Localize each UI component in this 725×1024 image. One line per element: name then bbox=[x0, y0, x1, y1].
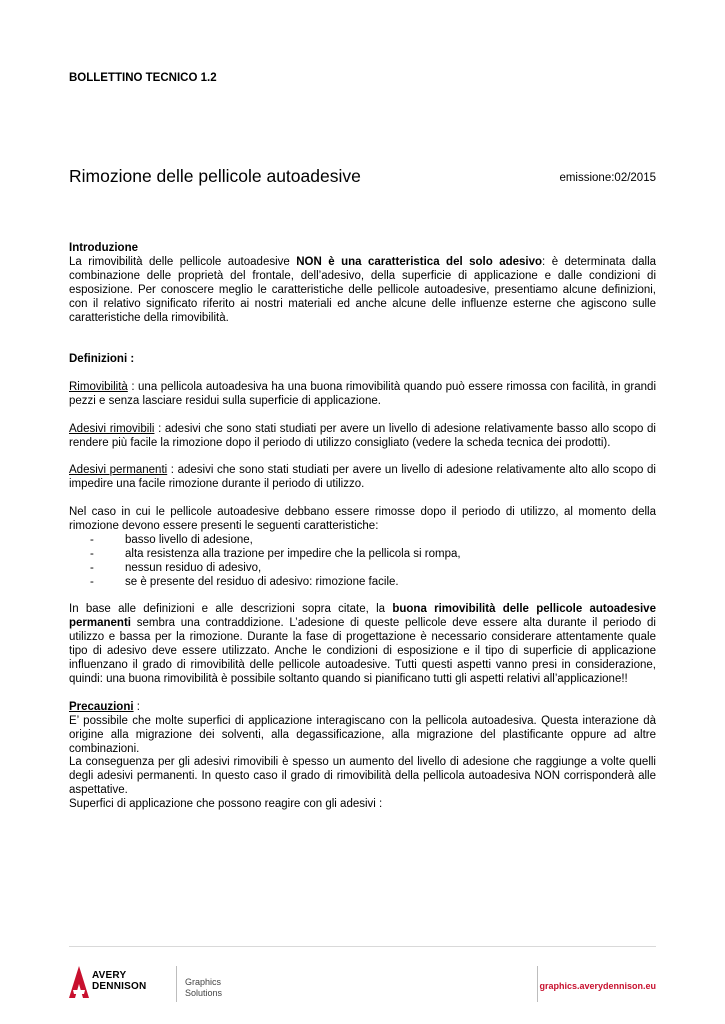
division-line-1: Graphics bbox=[185, 977, 222, 987]
precautions-paragraph-1: E’ possibile che molte superfici di applicazione interagiscano con la pellicola autoadesiva. Questa interazione dà origine alla migrazione dei solventi, alla degassificazione, alla migrazione del plastificante oppure ad altre combinazioni. bbox=[69, 714, 656, 755]
page-title: Rimozione delle pellicole autoadesive bbox=[69, 166, 361, 186]
removal-intro: Nel caso in cui le pellicole autoadesive debbano essere rimosse dopo il periodo di utilizzo, al momento della rimozione devono essere presenti le seguenti caratteristiche: bbox=[69, 506, 656, 533]
emission-date: emissione:02/2015 bbox=[559, 172, 656, 184]
definition-text: : adesivi che sono stati studiati per avere un livello di adesione relativamente alto allo scopo di impedire una facile rimozione durante il periodo di utilizzo. bbox=[69, 464, 656, 491]
list-item-text: nessun residuo di adesivo, bbox=[125, 561, 262, 574]
division-line-2: Solutions bbox=[185, 988, 223, 998]
footer-separator bbox=[537, 966, 538, 1002]
definition-adesivi-permanenti bbox=[69, 464, 656, 492]
brand-line-2: DENNISON bbox=[92, 981, 147, 992]
list-item-text: alta resistenza alla trazione per impedire che la pellicola si rompa, bbox=[125, 547, 461, 560]
website-link[interactable]: graphics.averydennison.eu bbox=[539, 981, 656, 991]
intro-paragraph bbox=[69, 256, 656, 326]
list-item bbox=[69, 576, 656, 590]
list-item bbox=[69, 562, 656, 576]
dash-bullet: - bbox=[90, 575, 94, 588]
list-item bbox=[69, 534, 656, 548]
precautions-paragraph-3: Superfici di applicazione che possono reagire con gli adesivi : bbox=[69, 798, 383, 811]
brand-name bbox=[92, 970, 146, 992]
precautions-heading bbox=[69, 701, 656, 715]
intro-text-bold: NON è una caratteristica del solo adesivo bbox=[296, 255, 543, 268]
avery-dennison-logo-icon bbox=[69, 966, 89, 1003]
definition-term: Rimovibilità bbox=[69, 381, 128, 394]
definition-adesivi-rimovibili bbox=[69, 423, 656, 451]
analysis-text-bold: buona rimovibilità delle pellicole autoadesive permanenti bbox=[69, 603, 656, 630]
intro-text-b: : è determinata dalla combinazione delle proprietà del frontale, dell’adesivo, della superficie di applicazione e dalle condizioni di esposizione. Per conoscere meglio le caratteristiche delle pellicole autoadesive, presentiamo alcune definizioni, con il relativo significato riferito ai nostri materiali ed anche alcune delle influenze esterne che agiscono sulle caratteristiche della rimovibilità. bbox=[69, 255, 657, 324]
dash-bullet: - bbox=[90, 533, 94, 546]
document-body bbox=[69, 242, 656, 812]
intro-text-a: La rimovibilità delle pellicole autoadesive bbox=[69, 255, 297, 268]
definition-text: : una pellicola autoadesiva ha una buona rimovibilità quando può essere rimossa con facilità, in grandi pezzi e senza lasciare residui sulla superficie di applicazione. bbox=[69, 381, 656, 407]
definition-term: Adesivi permanenti bbox=[69, 464, 168, 477]
definition-text: : adesivi che sono stati studiati per avere un livello di adesione relativamente basso allo scopo di rendere più facile la rimozione dopo il periodo di utilizzo consigliato (vedere la scheda tecnica dei prodotti). bbox=[69, 422, 656, 449]
dash-bullet: - bbox=[90, 547, 94, 560]
definition-term: Adesivi rimovibili bbox=[69, 422, 155, 435]
precautions-paragraph-2: La conseguenza per gli adesivi rimovibili è spesso un aumento del livello di adesione che raggiunge a volte quelli degli adesivi permanenti. In questo caso il grado di rimovibilità della pellicola autoadesiva NON corrisponderà alle aspettative. bbox=[69, 756, 656, 797]
intro-heading: Introduzione bbox=[69, 242, 138, 254]
list-item-text: basso livello di adesione, bbox=[125, 533, 253, 546]
footer-separator bbox=[176, 966, 177, 1002]
bulletin-label: BOLLETTINO TECNICO 1.2 bbox=[69, 72, 217, 84]
list-item bbox=[69, 548, 656, 562]
precautions-heading-suffix: : bbox=[133, 700, 140, 713]
brand-line-1: AVERY bbox=[92, 970, 127, 981]
precautions-heading-text: Precauzioni bbox=[69, 700, 134, 713]
division-name bbox=[185, 977, 222, 999]
analysis-text-b: sembra una contraddizione. L’adesione di queste pellicole deve essere alta durante il periodo di utilizzo e bassa per la rimozione. Durante la fase di progettazione è necessario considerare attentamente quale tipo di adesivo deve essere utilizzato. Anche le condizioni di esposizione e il tipo di superficie di applicazione influenzano il grado di rimovibilità delle pellicole autoadesive. Tutti questi aspetti vanno presi in considerazione, quindi: una buona rimovibilità è possibile soltanto quando si pianificano tutti gli aspetti relativi all’applicazione!! bbox=[69, 617, 656, 685]
analysis-text-a: In base alle definizioni e alle descrizioni sopra citate, la bbox=[69, 603, 393, 616]
list-item-text: se è presente del residuo di adesivo: rimozione facile. bbox=[125, 575, 399, 588]
analysis-paragraph bbox=[69, 603, 656, 686]
removal-list bbox=[69, 534, 656, 590]
definitions-heading: Definizioni : bbox=[69, 353, 135, 366]
definition-rimovibilita bbox=[69, 381, 656, 409]
footer-divider bbox=[69, 946, 656, 947]
dash-bullet: - bbox=[90, 561, 94, 574]
title-row bbox=[69, 166, 656, 188]
